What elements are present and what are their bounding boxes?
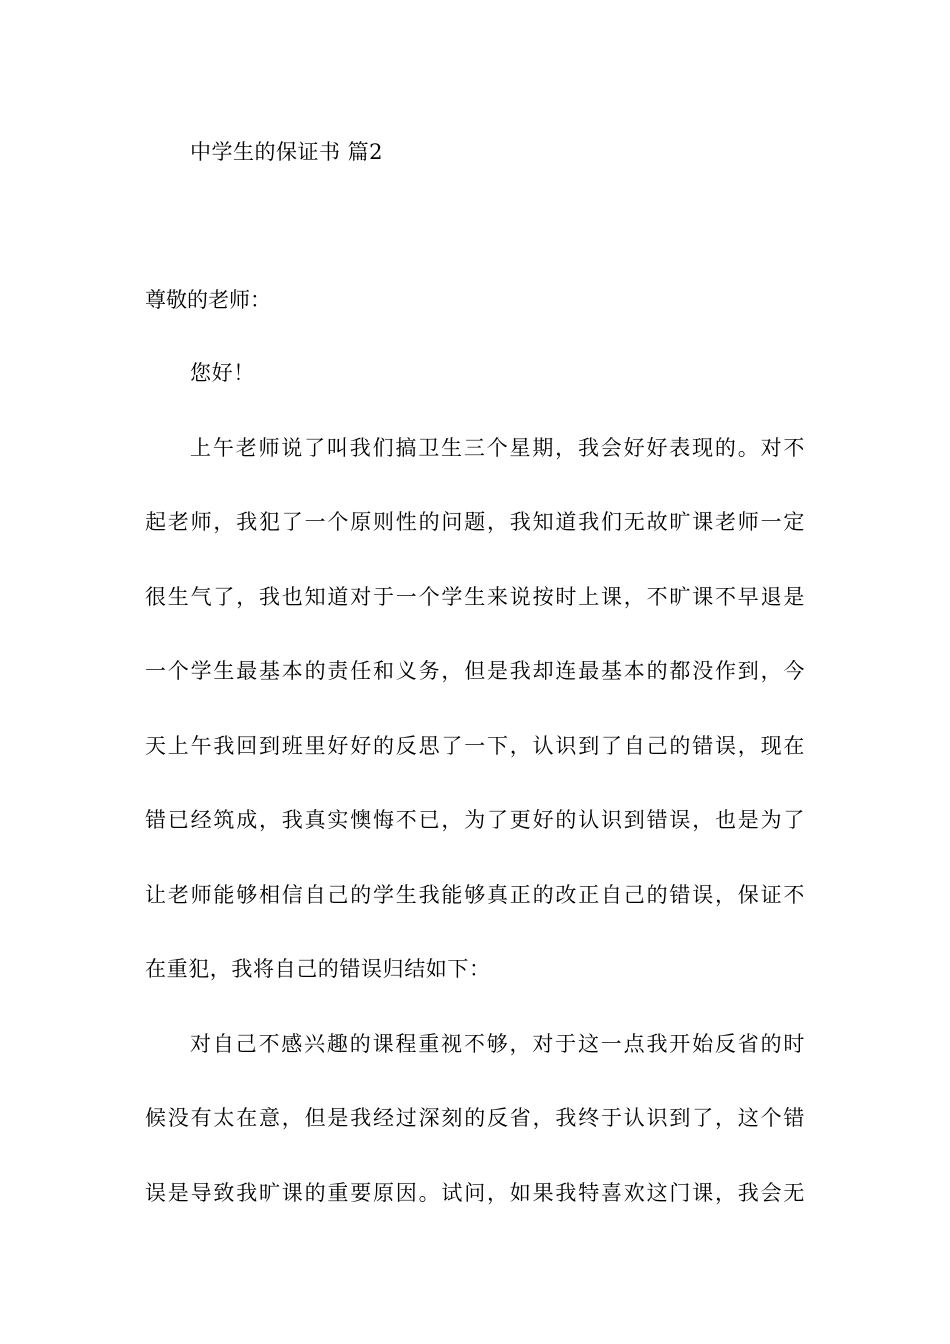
text-line: 错已经筑成，我真实懊悔不已，为了更好的认识到错误，也是为了	[145, 808, 805, 832]
text-line: 您好！	[190, 361, 255, 385]
text-line: 候没有太在意，但是我经过深刻的反省，我终于认识到了，这个错	[145, 1106, 805, 1130]
text-line: 很生气了，我也知道对于一个学生来说按时上课，不旷课不早退是	[145, 584, 805, 609]
text-line: 上午老师说了叫我们搞卫生三个星期，我会好好表现的。对不	[190, 435, 805, 460]
text-line: 误是导致我旷课的重要原因。试问，如果我特喜欢这门课，我会无	[145, 1180, 805, 1205]
document-title: 中学生的保证书 篇2	[190, 140, 384, 164]
text-line: 一个学生最基本的责任和义务，但是我却连最基本的都没作到，今	[145, 659, 805, 683]
document-body	[145, 358, 805, 1252]
text-line: 对自己不感兴趣的课程重视不够，对于这一点我开始反省的时	[190, 1031, 805, 1056]
text-line: 起老师，我犯了一个原则性的问题，我知道我们无故旷课老师一定	[145, 510, 805, 534]
text-line: 让老师能够相信自己的学生我能够真正的改正自己的错误，保证不	[145, 882, 805, 907]
text-line: 在重犯，我将自己的错误归结如下：	[145, 957, 491, 981]
salutation: 尊敬的老师：	[145, 288, 271, 312]
text-line: 天上午我回到班里好好的反思了一下，认识到了自己的错误，现在	[145, 733, 805, 758]
